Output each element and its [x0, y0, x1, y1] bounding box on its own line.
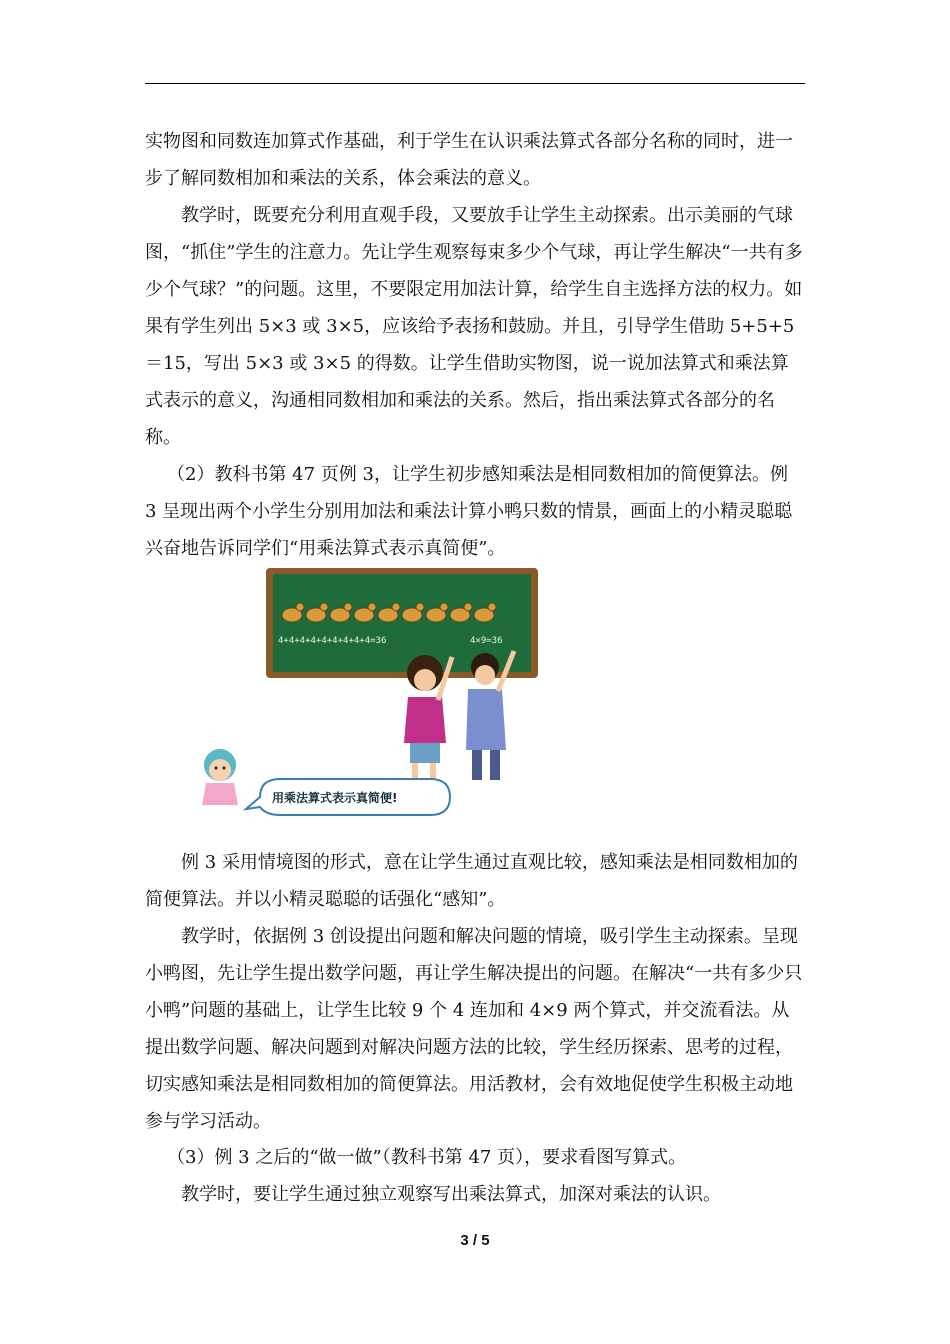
paragraph-3: （2）教科书第 47 页例 3，让学生初步感知乘法是相同数相加的简便算法。例 3 呈现出两个小学生分别用加法和乘法计算小鸭只数的情景，画面上的小精灵聪聪兴奋地告诉同学们“用乘法算式表示真简便”。 — [145, 464, 793, 559]
speech-bubble-text: 用乘法算式表示真简便! — [272, 791, 398, 805]
girl-student — [404, 655, 452, 779]
example-3-illustration — [180, 565, 540, 830]
paragraph-7: 教学时，要让学生通过独立观察写出乘法算式，加深对乘法的认识。 — [181, 1184, 721, 1205]
fairy-congcong — [202, 749, 238, 805]
board-addition-equation: 4+4+4+4+4+4+4+4+4=36 — [278, 636, 387, 646]
paragraph-5: 教学时，依据例 3 创设提出问题和解决问题的情境，吸引学生主动探索。呈现小鸭图，先让学生提出数学问题，再让学生解决提出的问题。在解决“一共有多少只小鸭”问题的基础上，让学生比较 9 个 4 连加和 4×9 两个算式，并交流看法。从提出数学问题、解决问题到对解决问题方法的比较，学生经历探索、思考的过程，切实感知乘法是相同数相加的简便算法。用活教材，会有效地促使学生积极主动地参与学习活动。 — [145, 926, 803, 1132]
paragraph-4: 例 3 采用情境图的形式，意在让学生通过直观比较，感知乘法是相同数相加的简便算法。并以小精灵聪聪的话强化“感知”。 — [145, 852, 798, 910]
page-number: 3 / 5 — [460, 1232, 490, 1249]
boy-student — [466, 651, 514, 780]
header-rule — [145, 83, 805, 84]
board-multiplication-equation: 4×9=36 — [470, 636, 503, 646]
paragraph-2: 教学时，既要充分利用直观手段，又要放手让学生主动探索。出示美丽的气球图，“抓住”学生的注意力。先让学生观察每束多少个气球，再让学生解决“一共有多少个气球？”的问题。这里，不要限定用加法计算，给学生自主选择方法的权力。如果有学生列出 5×3 或 3×5，应该给予表扬和鼓励。并且，引导学生借助 5+5+5＝15，写出 5×3 或 3×5 的得数。让学生借助实物图，说一说加法算式和乘法算式表示的意义，沟通相同数相加和乘法的关系。然后，指出乘法算式各部分的名称。 — [145, 205, 803, 448]
paragraph-6: （3）例 3 之后的“做一做”（教科书第 47 页），要求看图写算式。 — [167, 1147, 687, 1168]
paragraph-1: 实物图和同数连加算式作基础，利于学生在认识乘法算式各部分名称的同时，进一步了解同数相加和乘法的关系，体会乘法的意义。 — [145, 131, 793, 189]
